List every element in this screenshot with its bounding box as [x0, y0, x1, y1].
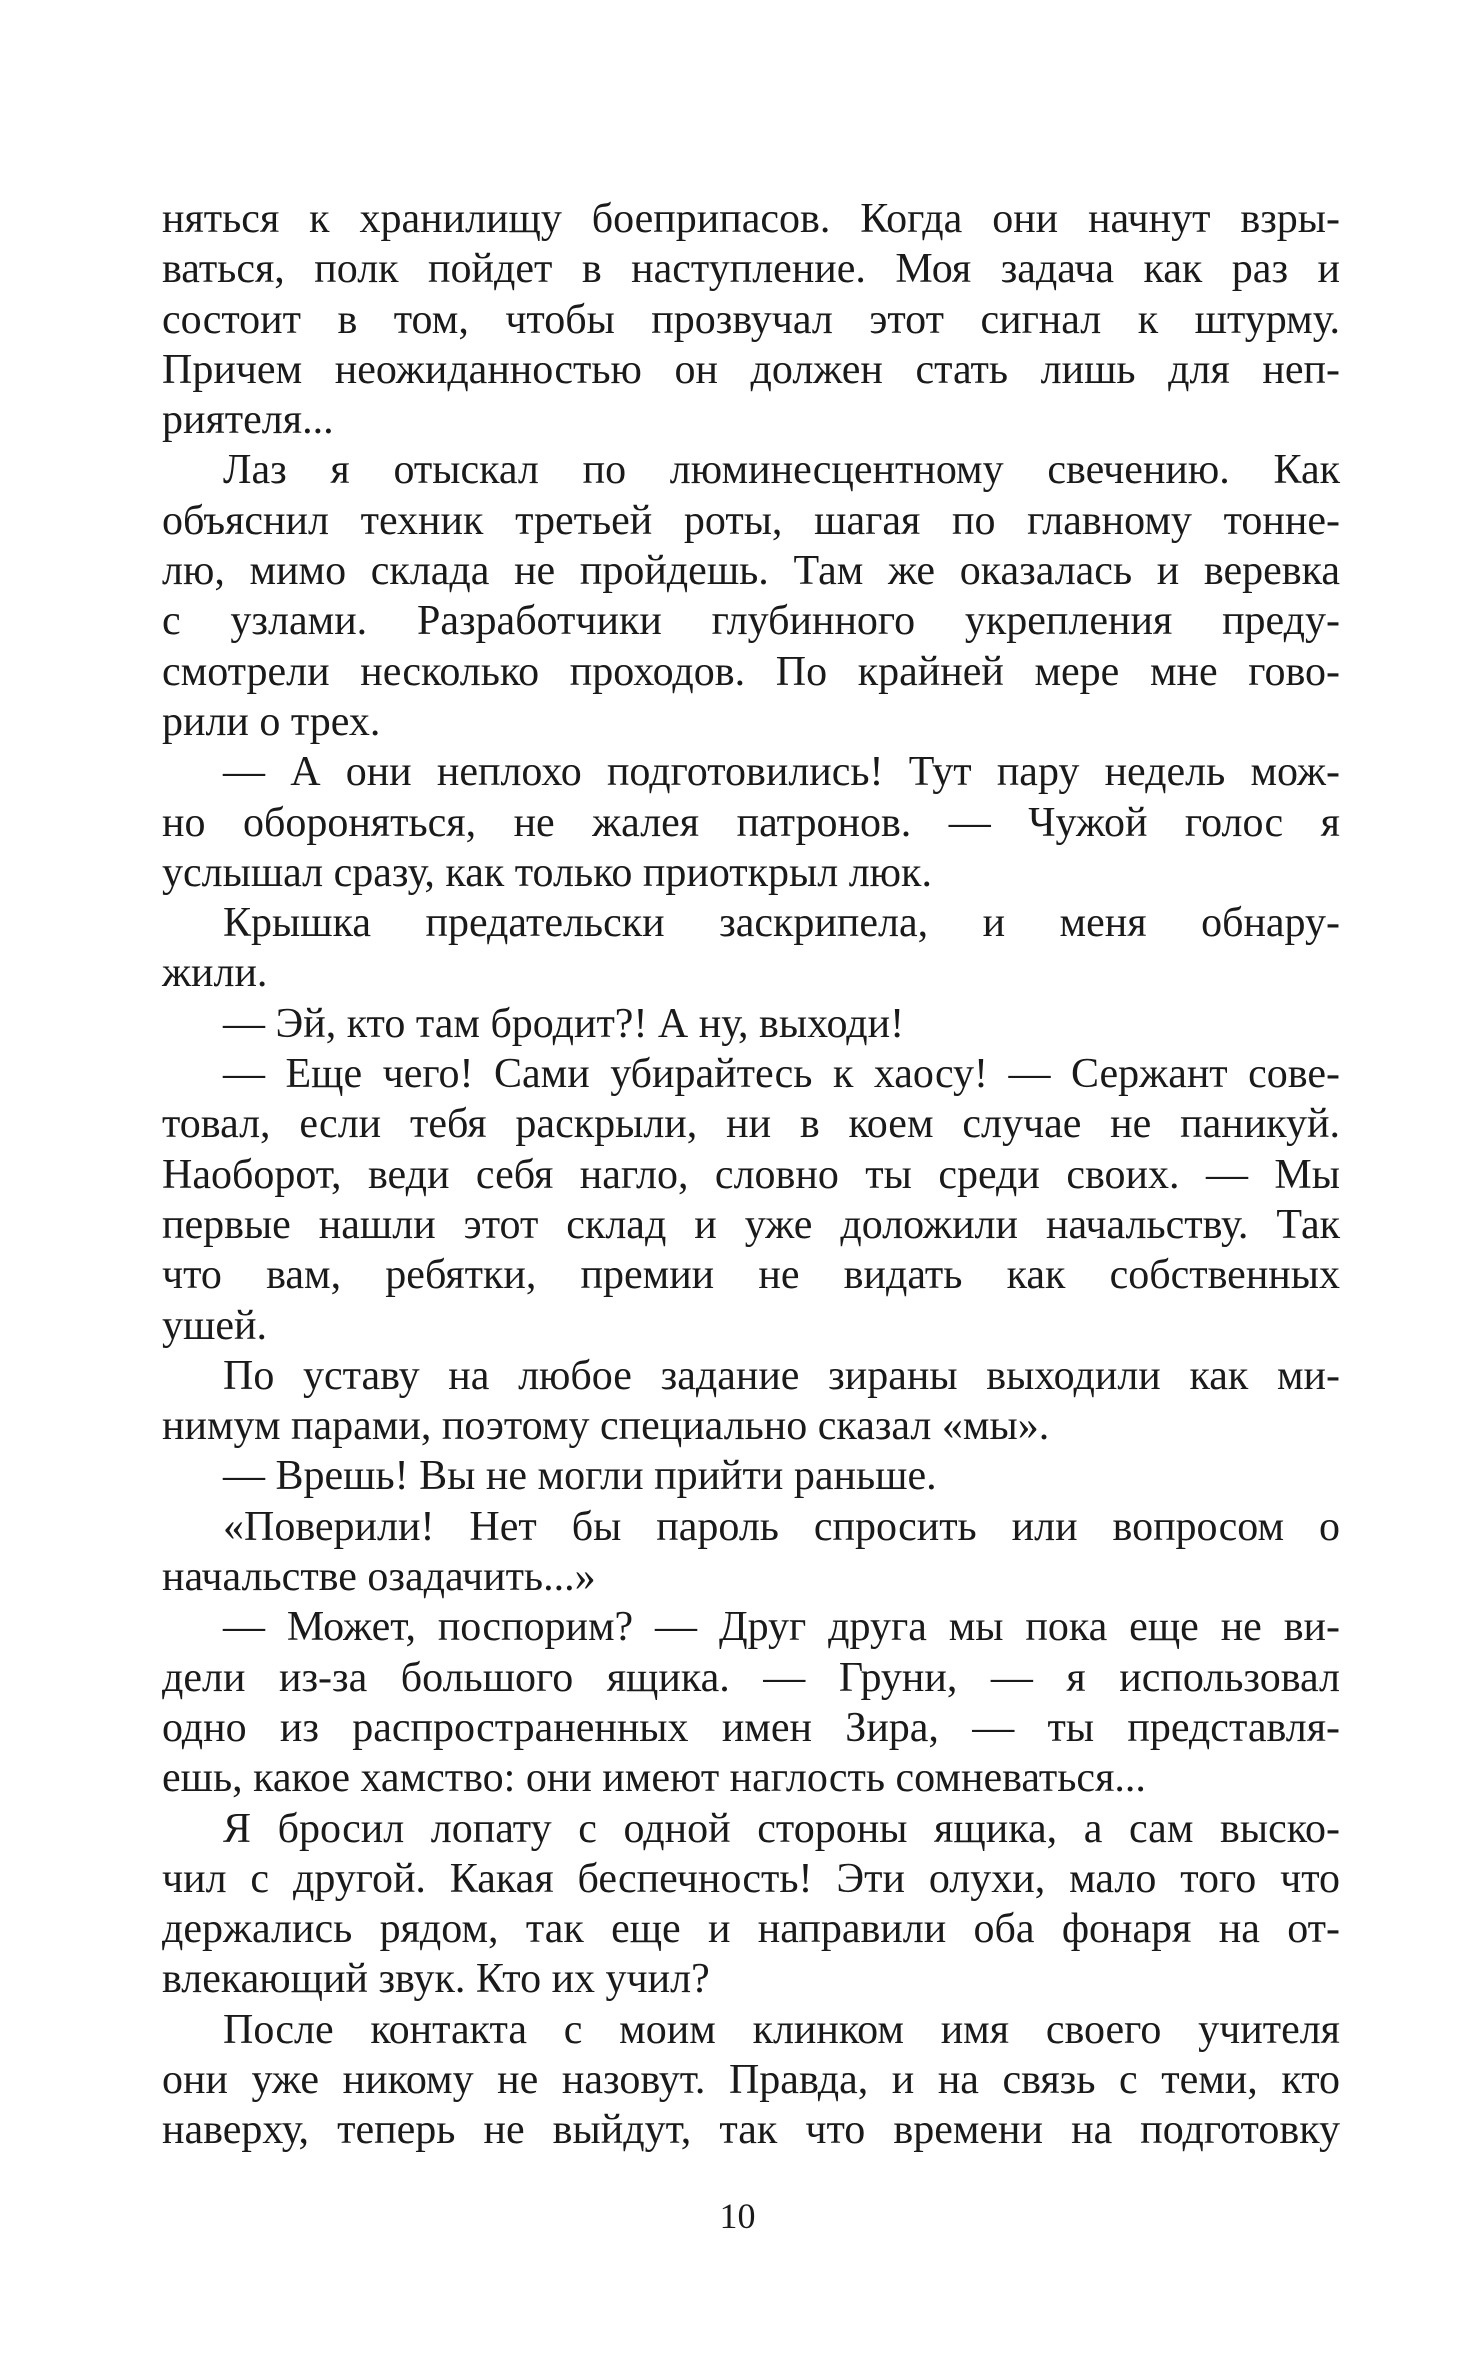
text-line: держались рядом, так еще и направили оба фонаря на от- [162, 1906, 1340, 1953]
text-line: чил с другой. Какая беспечность! Эти олухи, мало того что [162, 1855, 1340, 1902]
page-number: 10 [719, 2196, 756, 2236]
text-line: объяснил техник третьей роты, шагая по главному тонне- [162, 497, 1340, 544]
text-line: Причем неожиданностью он должен стать лишь для неп- [162, 346, 1340, 393]
text-line: начальстве озадачить...» [162, 1554, 596, 1601]
text-line: Я бросил лопату с одной стороны ящика, а сам выско- [223, 1805, 1340, 1852]
text-line: они уже никому не назовут. Правда, и на связь с теми, кто [162, 2056, 1340, 2103]
text-line: дели из-за большого ящика. — Груни, — я использовал [162, 1654, 1340, 1701]
text-line: — А они неплохо подготовились! Тут пару недель мож- [223, 749, 1340, 796]
text-line: няться к хранилищу боеприпасов. Когда они начнут взры- [162, 196, 1340, 242]
text-line: риятеля... [162, 397, 334, 444]
text-line: Крышка предательски заскрипела, и меня обнару- [223, 900, 1340, 947]
text-line: но обороняться, не жалея патронов. — Чужой голос я [162, 799, 1340, 846]
text-line: с узлами. Разработчики глубинного укрепления преду- [162, 598, 1340, 645]
text-line: — Врешь! Вы не могли прийти раньше. [223, 1453, 937, 1500]
text-line: ешь, какое хамство: они имеют наглость сомневаться... [162, 1755, 1146, 1802]
text-line: нимум парами, поэтому специально сказал «мы». [162, 1403, 1050, 1450]
text-line: рили о трех. [162, 698, 381, 745]
text-line: ваться, полк пойдет в наступление. Моя задача как раз и [162, 246, 1340, 293]
text-line: Наоборот, веди себя нагло, словно ты среди своих. — Мы [162, 1151, 1340, 1198]
text-line: ушей. [162, 1302, 267, 1349]
text-line: услышал сразу, как только приоткрыл люк. [162, 849, 932, 896]
text-line: «Поверили! Нет бы пароль спросить или вопросом о [223, 1503, 1340, 1550]
text-line: одно из распространенных имен Зира, — ты представля- [162, 1704, 1340, 1751]
text-line: первые нашли этот склад и уже доложили начальству. Так [162, 1201, 1340, 1248]
text-line: Лаз я отыскал по люминесцентному свечению. Как [223, 447, 1340, 494]
text-line: жили. [162, 950, 268, 997]
text-line: После контакта с моим клинком имя своего учителя [223, 2006, 1340, 2053]
body-text [162, 194, 1340, 2156]
text-line: — Может, поспорим? — Друг друга мы пока еще не ви- [223, 1604, 1340, 1651]
text-line: состоит в том, чтобы прозвучал этот сигнал к штурму. [162, 296, 1340, 343]
text-line: — Эй, кто там бродит?! А ну, выходи! [223, 1000, 905, 1047]
text-line: товал, если тебя раскрыли, ни в коем случае не паникуй. [162, 1101, 1340, 1148]
text-line: — Еще чего! Сами убирайтесь к хаосу! — Сержант сове- [223, 1051, 1340, 1098]
text-line: смотрели несколько проходов. По крайней мере мне гово- [162, 648, 1340, 695]
text-line: По уставу на любое задание зираны выходили как ми- [223, 1352, 1340, 1399]
text-line: что вам, ребятки, премии не видать как собственных [162, 1252, 1340, 1299]
text-line: наверху, теперь не выйдут, так что времени на подготовку [162, 2107, 1340, 2154]
text-line: влекающий звук. Кто их учил? [162, 1956, 710, 2003]
text-line: лю, мимо склада не пройдешь. Там же оказалась и веревка [162, 548, 1340, 595]
